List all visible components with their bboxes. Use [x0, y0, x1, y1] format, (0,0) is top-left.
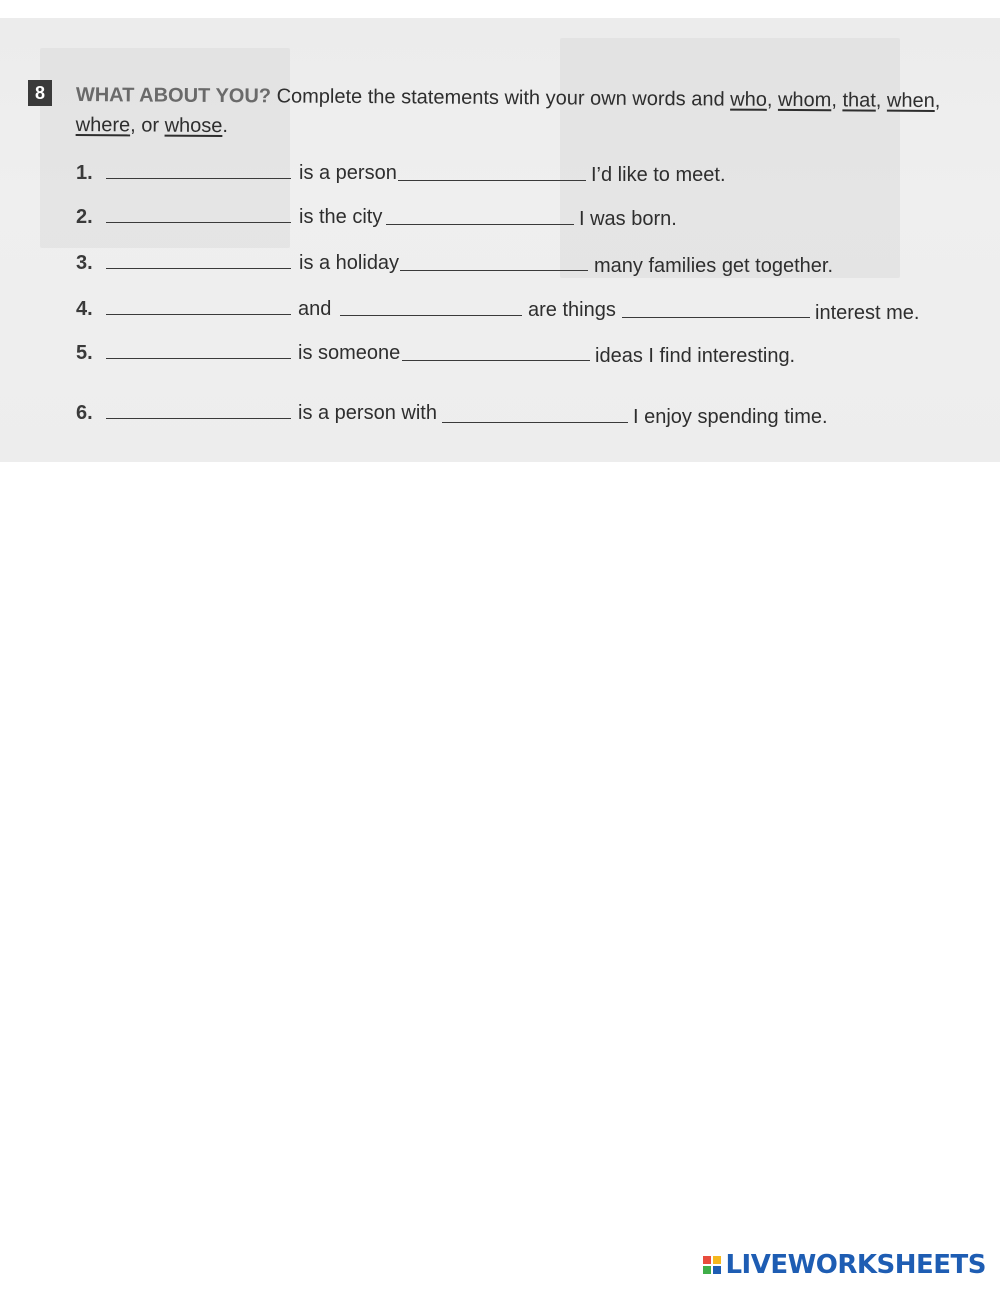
item-text: is a person with [298, 402, 437, 424]
logo-square [713, 1266, 721, 1274]
item-text: interest me. [815, 302, 920, 324]
item-number: 1. [76, 162, 93, 184]
item-text: many families get together. [594, 255, 834, 277]
answer-blank[interactable] [106, 358, 291, 359]
answer-blank[interactable] [386, 224, 574, 225]
answer-blank[interactable] [106, 178, 291, 179]
item-text: I was born. [579, 208, 677, 230]
liveworksheets-logo-icon [703, 1256, 721, 1274]
list-item [76, 202, 976, 232]
brand-name: LIVEWORKSHEETS [725, 1250, 986, 1280]
answer-blank[interactable] [398, 180, 586, 181]
item-text: I’d like to meet. [591, 164, 726, 186]
relative-word: who [730, 88, 767, 111]
logo-square [703, 1266, 711, 1274]
item-number: 2. [76, 206, 93, 228]
item-text: is someone [298, 342, 401, 364]
relative-word: when [886, 89, 935, 112]
answer-blank[interactable] [106, 314, 291, 315]
item-text: are things [528, 299, 616, 321]
answer-blank[interactable] [106, 222, 291, 223]
item-number: 3. [76, 252, 93, 274]
logo-square [713, 1256, 721, 1264]
list-item [76, 294, 976, 324]
answer-blank[interactable] [340, 315, 522, 316]
exercise-number-badge: 8 [28, 80, 52, 106]
item-number: 4. [76, 298, 93, 320]
list-item [76, 338, 976, 368]
answer-blank[interactable] [402, 360, 590, 361]
logo-square [703, 1256, 711, 1264]
item-number: 6. [76, 402, 93, 424]
answer-blank[interactable] [400, 270, 588, 271]
list-item [76, 248, 976, 278]
list-item [76, 158, 976, 188]
item-text: ideas I find interesting. [595, 345, 796, 367]
item-text: is a person [299, 162, 397, 184]
item-text: is a holiday [299, 252, 400, 274]
item-text: and [298, 298, 332, 320]
liveworksheets-logo [703, 1250, 986, 1280]
item-number: 5. [76, 342, 93, 364]
exercise-heading: WHAT ABOUT YOU? [75, 83, 272, 108]
relative-word: that [842, 89, 876, 112]
list-item [76, 398, 976, 428]
answer-blank[interactable] [622, 317, 810, 318]
item-text: is the city [299, 206, 383, 228]
relative-word: where [75, 113, 131, 137]
relative-word: whose [164, 114, 223, 138]
relative-word: whom [777, 88, 832, 112]
exercise-instructions: WHAT ABOUT YOU? Complete the statements with your own words and who, whom, that, when, where, or whose. [75, 83, 941, 138]
answer-blank[interactable] [106, 268, 291, 269]
item-text: I enjoy spending time. [633, 406, 828, 428]
answer-blank[interactable] [106, 418, 291, 419]
answer-blank[interactable] [442, 422, 628, 423]
instruction-text: Complete the statements with your own words and [270, 85, 731, 111]
